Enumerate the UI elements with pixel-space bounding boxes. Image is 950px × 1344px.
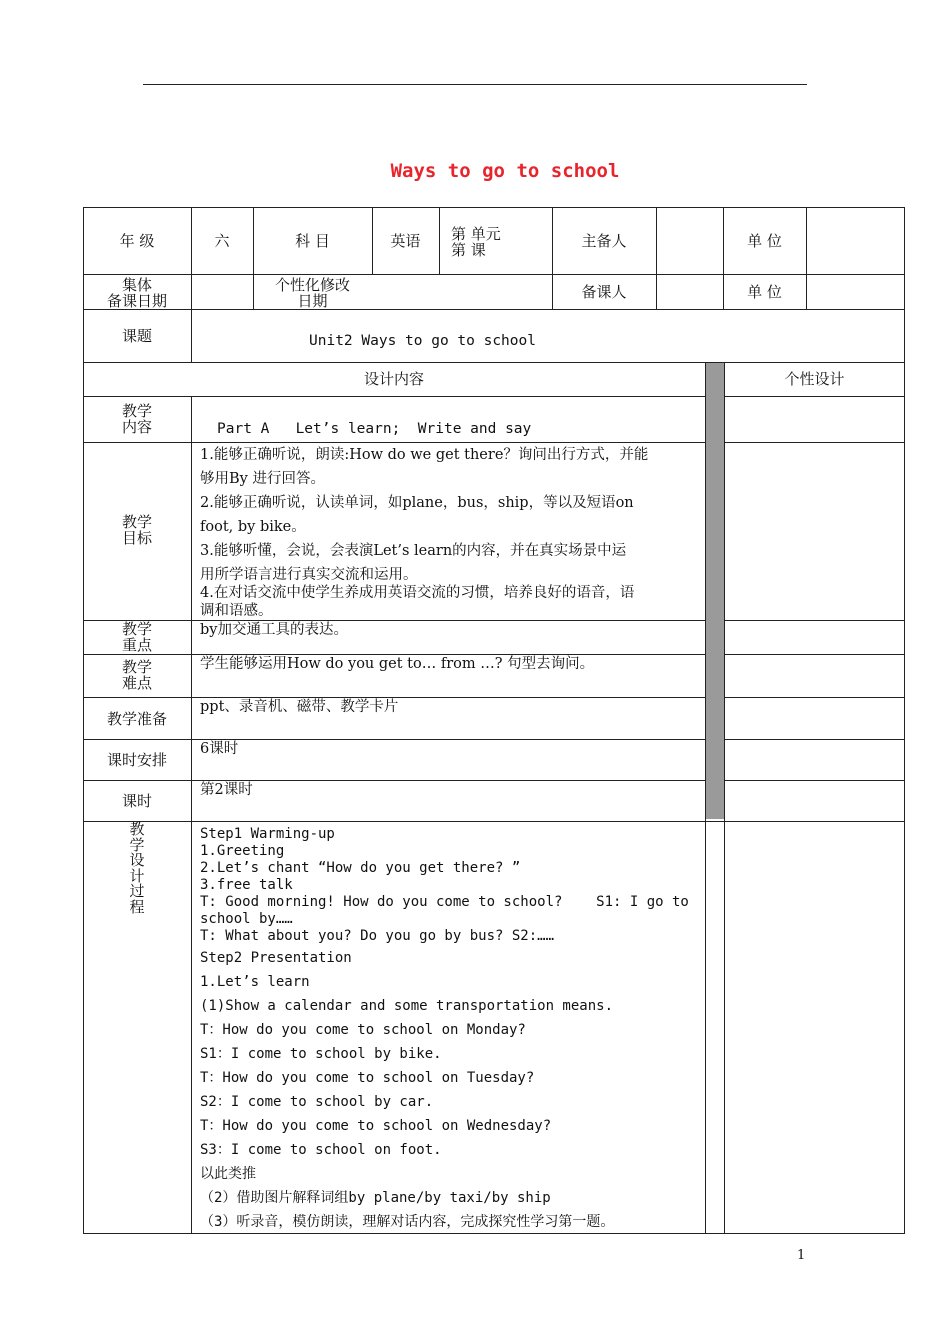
document-title: Ways to go to school	[390, 160, 620, 182]
process-line: 1.Greeting	[200, 843, 285, 859]
row-divider	[83, 697, 905, 698]
subject-value: 英语	[390, 232, 421, 250]
goals-line: 3.能够听懂，会说，会表演Let’s learn的内容，并在真实场景中运	[200, 543, 627, 559]
process-line: (1)Show a calendar and some transportation means.	[200, 998, 614, 1014]
personal-design-header: 个性设计	[784, 370, 845, 388]
content-label-2: 内容	[121, 418, 152, 436]
goals-label-1: 教学	[121, 513, 152, 531]
lesson-plan-table	[83, 207, 905, 1234]
grade-label: 年 级	[119, 232, 155, 250]
preparation-label: 教学准备	[106, 710, 167, 728]
process-line: T：How do you come to school on Monday?	[200, 1022, 526, 1038]
preparer-label: 主备人	[581, 232, 627, 250]
col-divider	[806, 207, 807, 309]
process-line: T: Good morning! How do you come to school? S1: I go to	[200, 894, 689, 910]
process-label-char: 设	[129, 851, 145, 869]
process-line: （2）借助图片解释词组by plane/by taxi/by ship	[200, 1190, 551, 1206]
goals-line: foot, by bike。	[200, 519, 306, 535]
process-line: T：How do you come to school on Tuesday?	[200, 1070, 535, 1086]
process-line: 以此类推	[200, 1166, 256, 1182]
goals-line: 调和语感。	[200, 603, 273, 619]
gray-separator-column	[706, 363, 724, 819]
grade-value: 六	[214, 232, 230, 250]
goals-line: 用所学语言进行真实交流和运用。	[200, 567, 418, 583]
content-value: Part A Let’s learn; Write and say	[217, 421, 532, 437]
keypoints-value: by加交通工具的表达。	[200, 622, 348, 638]
goals-line: 够用By 进行回答。	[200, 471, 325, 487]
preparation-value: ppt、录音机、磁带、教学卡片	[200, 699, 399, 715]
process-line: Step1 Warming-up	[200, 826, 335, 842]
row-divider	[83, 654, 905, 655]
topic-label: 课题	[121, 327, 152, 345]
unit-number-label: 第 单元	[451, 225, 501, 243]
process-line: 2.Let’s chant “How do you get there? ”	[200, 860, 521, 876]
row-divider	[83, 739, 905, 740]
process-line: （3）听录音，模仿朗读，理解对话内容，完成探究性学习第一题。	[200, 1214, 615, 1230]
process-label-char: 教	[129, 820, 145, 838]
process-label-char: 过	[129, 882, 145, 900]
collective-date-label-2: 备课日期	[106, 292, 167, 310]
goals-text	[200, 445, 700, 619]
schedule-value: 6课时	[200, 741, 239, 757]
process-label-char: 计	[129, 866, 145, 885]
goals-line: 4.在对话交流中使学生养成用英语交流的习惯，培养良好的语音，语	[200, 585, 635, 601]
collective-date-label-1: 集体	[121, 276, 152, 294]
difficulties-value: 学生能够运用How do you get to… from …? 句型去询问。	[200, 656, 595, 672]
process-presentation-text	[200, 948, 700, 1236]
subject-label: 科 目	[295, 232, 330, 250]
content-label-1: 教学	[121, 402, 152, 420]
process-label	[83, 822, 191, 915]
process-label-char: 程	[129, 897, 145, 916]
difficulties-label-1: 教学	[121, 658, 152, 676]
row-divider	[83, 620, 905, 621]
row-divider	[83, 309, 905, 310]
page-number: 1	[797, 1248, 806, 1263]
process-line: 1.Let’s learn	[200, 974, 310, 990]
col-divider	[656, 207, 657, 309]
period-value: 第2课时	[200, 782, 253, 798]
keypoints-label-2: 重点	[121, 636, 152, 654]
topic-value: Unit2 Ways to go to school	[309, 333, 536, 349]
process-warmup-text	[200, 826, 700, 945]
row-divider	[83, 274, 905, 275]
row-divider	[83, 821, 905, 822]
period-label: 课时	[121, 792, 152, 810]
process-line: T: What about you? Do you go by bus? S2:……	[200, 928, 555, 944]
schedule-label: 课时安排	[106, 751, 167, 769]
row-divider	[83, 362, 905, 363]
process-line: Step2 Presentation	[200, 950, 352, 966]
difficulties-label-2: 难点	[121, 674, 152, 692]
process-line: school by……	[200, 911, 293, 927]
goals-label-2: 目标	[121, 529, 152, 547]
col-divider	[191, 207, 192, 309]
row-divider	[83, 396, 905, 397]
unit-org-label-2: 单 位	[747, 283, 782, 301]
col-divider	[439, 207, 440, 274]
design-content-header: 设计内容	[363, 370, 424, 388]
lesson-number-label: 第 课	[451, 241, 486, 259]
personal-mod-date-label-2: 日期	[297, 292, 328, 310]
col-divider	[724, 362, 725, 1234]
goals-line: 1.能够正确听说，朗读:How do we get there？询问出行方式，并能	[200, 447, 649, 463]
personal-mod-date-label-1: 个性化修改	[274, 276, 350, 294]
process-line: S3：I come to school on foot.	[200, 1142, 442, 1158]
process-line: T：How do you come to school on Wednesday?	[200, 1118, 552, 1134]
goals-line: 2.能够正确听说，认读单词，如plane，bus，ship，等以及短语on	[200, 495, 634, 511]
keypoints-label-1: 教学	[121, 620, 152, 638]
process-label-char: 学	[129, 835, 145, 854]
row-divider	[83, 442, 905, 443]
process-line: S2：I come to school by car.	[200, 1094, 434, 1110]
co-preparer-label: 备课人	[581, 283, 627, 301]
row-divider	[83, 780, 905, 781]
col-divider	[191, 396, 192, 1234]
unit-org-label: 单 位	[747, 232, 782, 250]
process-line: S1：I come to school by bike.	[200, 1046, 442, 1062]
col-divider	[191, 309, 192, 362]
header-rule	[143, 84, 807, 85]
process-line: 3.free talk	[200, 877, 293, 893]
